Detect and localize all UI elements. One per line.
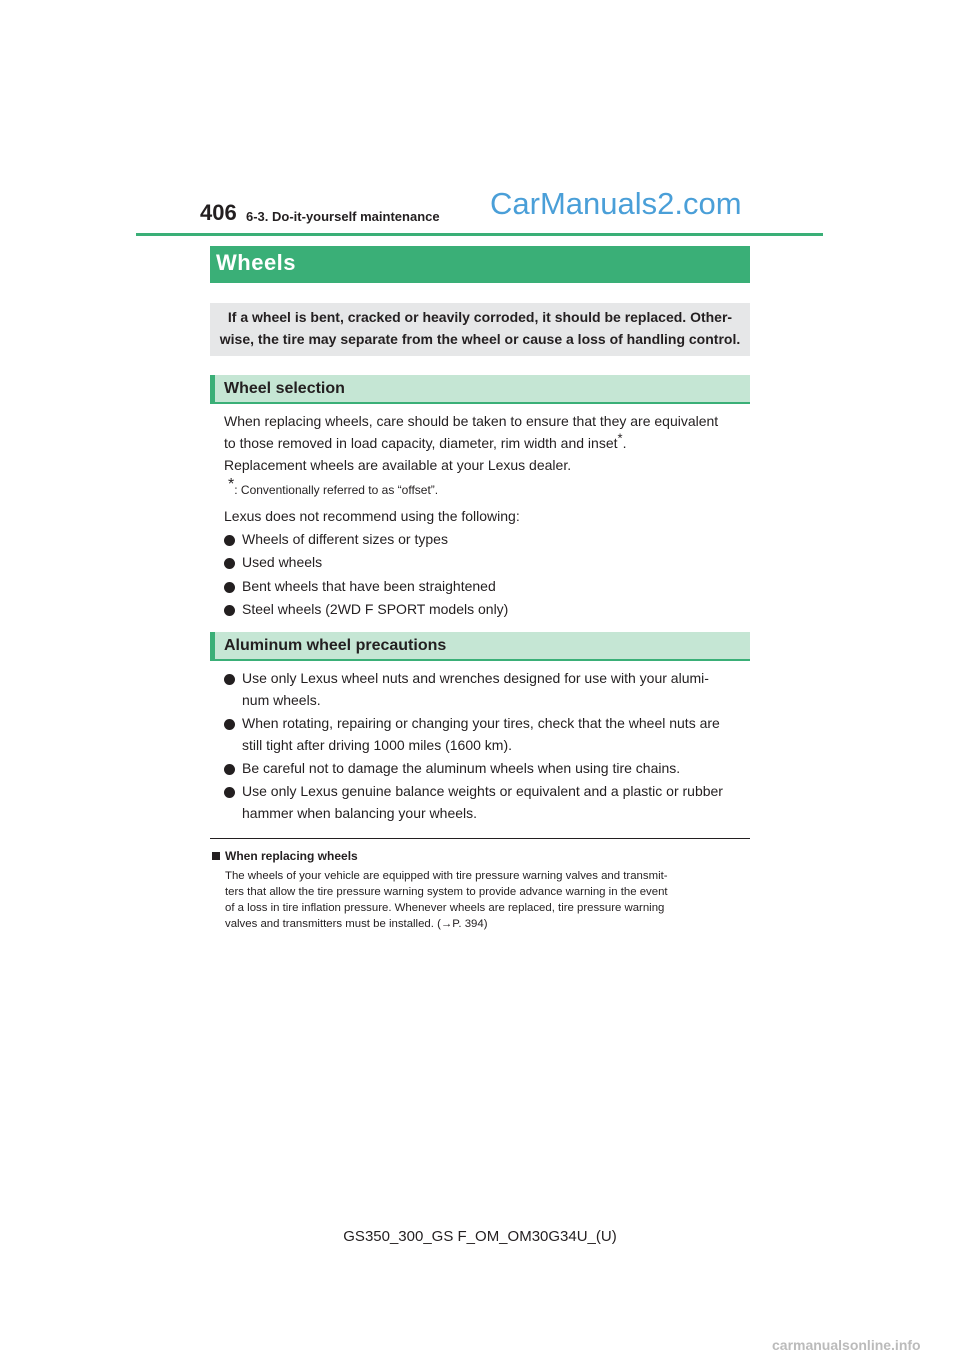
intro-line: wise, the tire may separate from the wheel or cause a loss of handling control.: [219, 331, 741, 347]
list-item: Steel wheels (2WD F SPORT models only): [242, 601, 509, 617]
header-rule: [136, 233, 823, 236]
watermark-bottom: carmanualsonline.info: [772, 1337, 921, 1353]
note-line: The wheels of your vehicle are equipped with tire pressure warning valves and transmit-: [225, 870, 668, 882]
bullet-dot: [224, 558, 235, 569]
page-number: 406: [200, 200, 237, 225]
list-item-continuation: still tight after driving 1000 miles (1600 km).: [242, 737, 512, 753]
asterisk-mark: *: [617, 430, 623, 446]
bullet-dot: [224, 605, 235, 616]
watermark-top: CarManuals2.com: [490, 186, 742, 221]
note-heading: When replacing wheels: [225, 849, 358, 863]
note-line: of a loss in tire inflation pressure. Whenever wheels are replaced, tire pressure warning: [225, 902, 665, 914]
bullet-dot: [224, 535, 235, 546]
bullet-dot: [224, 719, 235, 730]
footer-document-code: GS350_300_GS F_OM_OM30G34U_(U): [343, 1228, 617, 1245]
wheel-selection-heading-text: Wheel selection: [224, 380, 345, 397]
note-line: ters that allow the tire pressure warning system to provide advance warning in the event: [225, 886, 668, 898]
period: .: [622, 435, 627, 451]
wheel-selection-para-text: to those removed in load capacity, diameter, rim width and inset: [224, 435, 618, 451]
bullet-dot: [224, 764, 235, 775]
footnote-text: : Conventionally referred to as “offset”.: [234, 483, 439, 497]
section-reference: 6-3. Do-it-yourself maintenance: [246, 209, 440, 224]
list-item-continuation: hammer when balancing your wheels.: [242, 805, 478, 821]
wheel-selection-para-line: When replacing wheels, care should be taken to ensure that they are equivalent: [224, 413, 719, 429]
square-bullet-icon: [212, 852, 220, 860]
list-item: Be careful not to damage the aluminum wheels when using tire chains.: [242, 760, 681, 776]
list-item: Use only Lexus genuine balance weights or equivalent and a plastic or rubber: [242, 783, 723, 799]
list-item: Use only Lexus wheel nuts and wrenches designed for use with your alumi-: [242, 670, 709, 686]
intro-line: If a wheel is bent, cracked or heavily corroded, it should be replaced. Other-: [227, 309, 733, 325]
footnote-mark: *: [228, 476, 235, 493]
list-item: Wheels of different sizes or types: [242, 531, 448, 547]
bullet-dot: [224, 787, 235, 798]
note-divider: [210, 838, 750, 839]
list-item: Used wheels: [242, 554, 323, 570]
wheel-selection-heading: [210, 375, 750, 402]
wheel-selection-para-line: [224, 430, 627, 451]
wheel-selection-para-line: Replacement wheels are available at your Lexus dealer.: [224, 457, 572, 473]
intro-box: [210, 303, 750, 356]
page-title: Wheels: [216, 250, 297, 275]
bullet-dot: [224, 674, 235, 685]
aluminum-precautions-heading: [210, 632, 750, 659]
list-item-continuation: num wheels.: [242, 692, 321, 708]
list-item: When rotating, repairing or changing your tires, check that the wheel nuts are: [242, 715, 720, 731]
wheel-selection-lead: Lexus does not recommend using the following:: [224, 508, 520, 524]
aluminum-precautions-heading-text: Aluminum wheel precautions: [224, 637, 447, 654]
bullet-dot: [224, 582, 235, 593]
list-item: Bent wheels that have been straightened: [242, 578, 496, 594]
note-line: valves and transmitters must be installed. (→P. 394): [225, 918, 488, 930]
footnote: [228, 476, 439, 497]
